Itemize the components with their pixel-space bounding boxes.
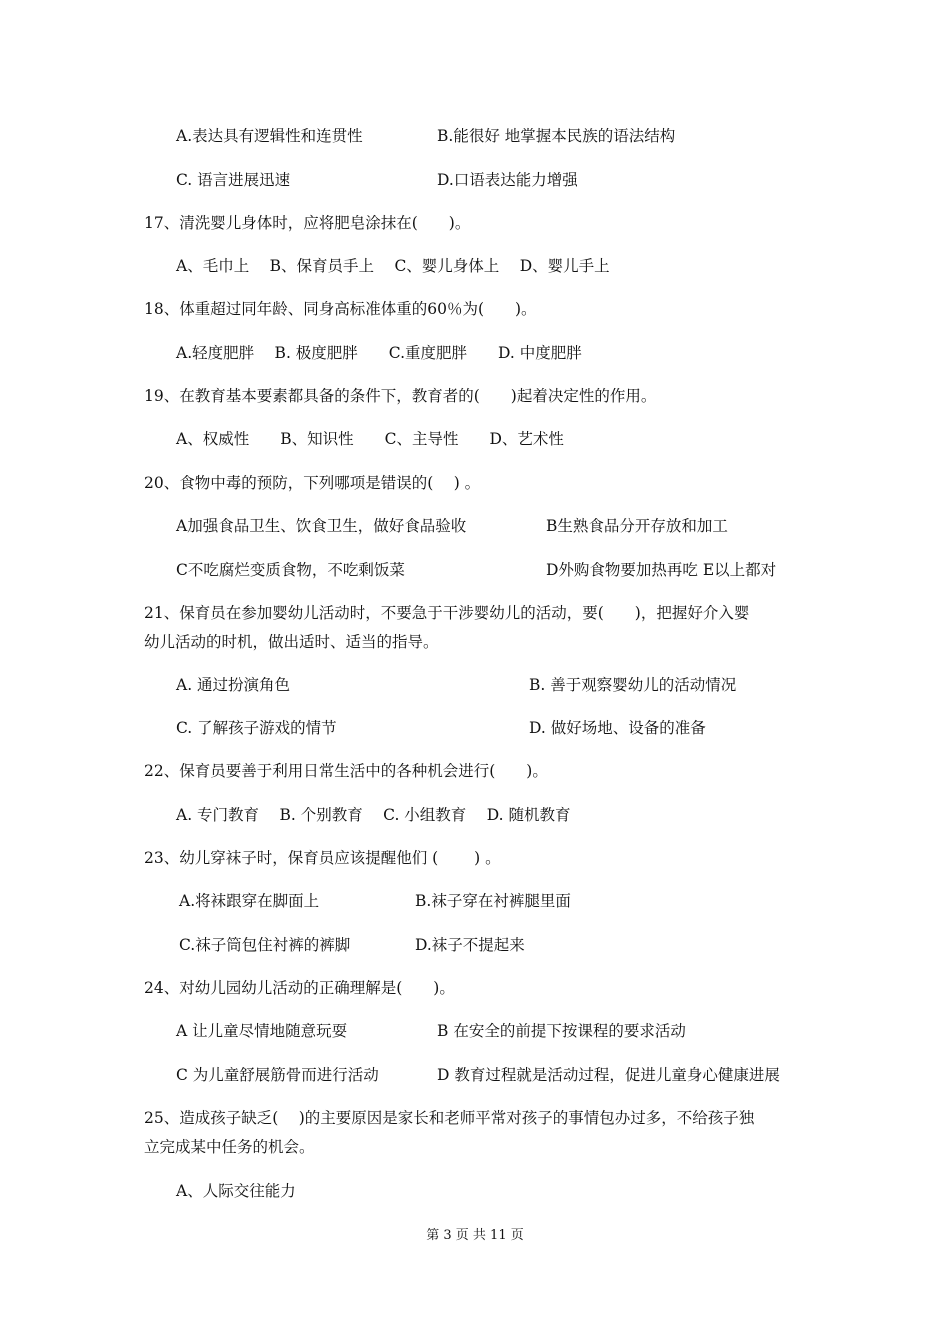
q24-option-a: A 让儿童尽情地随意玩耍 bbox=[176, 1022, 348, 1040]
q24-stem: 24、对幼儿园幼儿活动的正确理解是( )。 bbox=[144, 979, 455, 997]
q25-stem-line1: 25、造成孩子缺乏( )的主要原因是家长和老师平常对孩子的事情包办过多，不给孩子独 bbox=[144, 1109, 755, 1127]
q18-options: A.轻度肥胖 B. 极度肥胖 C.重度肥胖 D. 中度肥胖 bbox=[176, 344, 582, 362]
q20-stem: 20、食物中毒的预防，下列哪项是错误的( ) 。 bbox=[144, 474, 481, 492]
q21-stem-line1: 21、保育员在参加婴幼儿活动时，不要急于干涉婴幼儿的活动，要( )，把握好介入婴 bbox=[144, 604, 750, 622]
q20-option-c: C不吃腐烂变质食物，不吃剩饭菜 bbox=[176, 561, 405, 579]
q25-option-a: A、人际交往能力 bbox=[176, 1182, 296, 1200]
q22-stem: 22、保育员要善于利用日常生活中的各种机会进行( )。 bbox=[144, 762, 548, 780]
q24-option-d: D 教育过程就是活动过程，促进儿童身心健康进展 bbox=[437, 1066, 780, 1084]
q23-option-c: C.袜子筒包住衬裤的裤脚 bbox=[179, 936, 351, 954]
q21-option-a: A. 通过扮演角色 bbox=[176, 676, 291, 694]
q23-option-d: D.袜子不提起来 bbox=[415, 936, 525, 954]
q24-option-c: C 为儿童舒展筋骨而进行活动 bbox=[176, 1066, 379, 1084]
q21-option-b: B. 善于观察婴幼儿的活动情况 bbox=[529, 676, 737, 694]
q23-option-a: A.将袜跟穿在脚面上 bbox=[179, 892, 320, 910]
q20-option-a: A加强食品卫生、饮食卫生，做好食品验收 bbox=[176, 517, 467, 535]
page-number-footer: 第 3 页 共 11 页 bbox=[426, 1228, 524, 1243]
q19-options: A、权威性 B、知识性 C、主导性 D、艺术性 bbox=[176, 430, 564, 448]
q18-stem: 18、体重超过同年龄、同身高标准体重的60％为( )。 bbox=[144, 300, 537, 318]
q19-stem: 19、在教育基本要素都具备的条件下，教育者的( )起着决定性的作用。 bbox=[144, 387, 657, 405]
q21-option-d: D. 做好场地、设备的准备 bbox=[529, 719, 706, 737]
q16-option-b: B.能很好 地掌握本民族的语法结构 bbox=[437, 127, 676, 145]
q16-option-d: D.口语表达能力增强 bbox=[437, 171, 578, 189]
q21-option-c: C. 了解孩子游戏的情节 bbox=[176, 719, 337, 737]
q16-option-c: C. 语言进展迅速 bbox=[176, 171, 291, 189]
q20-option-b: B生熟食品分开存放和加工 bbox=[546, 517, 728, 535]
q23-option-b: B.袜子穿在衬裤腿里面 bbox=[415, 892, 571, 910]
q17-options: A、毛巾上 B、保育员手上 C、婴儿身体上 D、婴儿手上 bbox=[176, 257, 610, 275]
q23-stem: 23、幼儿穿袜子时，保育员应该提醒他们 ( ) 。 bbox=[144, 849, 501, 867]
q20-option-d: D外购食物要加热再吃 E以上都对 bbox=[546, 561, 777, 579]
q17-stem: 17、清洗婴儿身体时，应将肥皂涂抹在( )。 bbox=[144, 214, 471, 232]
q25-stem-line2: 立完成某中任务的机会。 bbox=[144, 1138, 315, 1156]
q22-options: A. 专门教育 B. 个别教育 C. 小组教育 D. 随机教育 bbox=[176, 806, 571, 824]
q16-option-a: A.表达具有逻辑性和连贯性 bbox=[176, 127, 363, 145]
q21-stem-line2: 幼儿活动的时机，做出适时、适当的指导。 bbox=[144, 633, 439, 651]
q24-option-b: B 在安全的前提下按课程的要求活动 bbox=[437, 1022, 686, 1040]
